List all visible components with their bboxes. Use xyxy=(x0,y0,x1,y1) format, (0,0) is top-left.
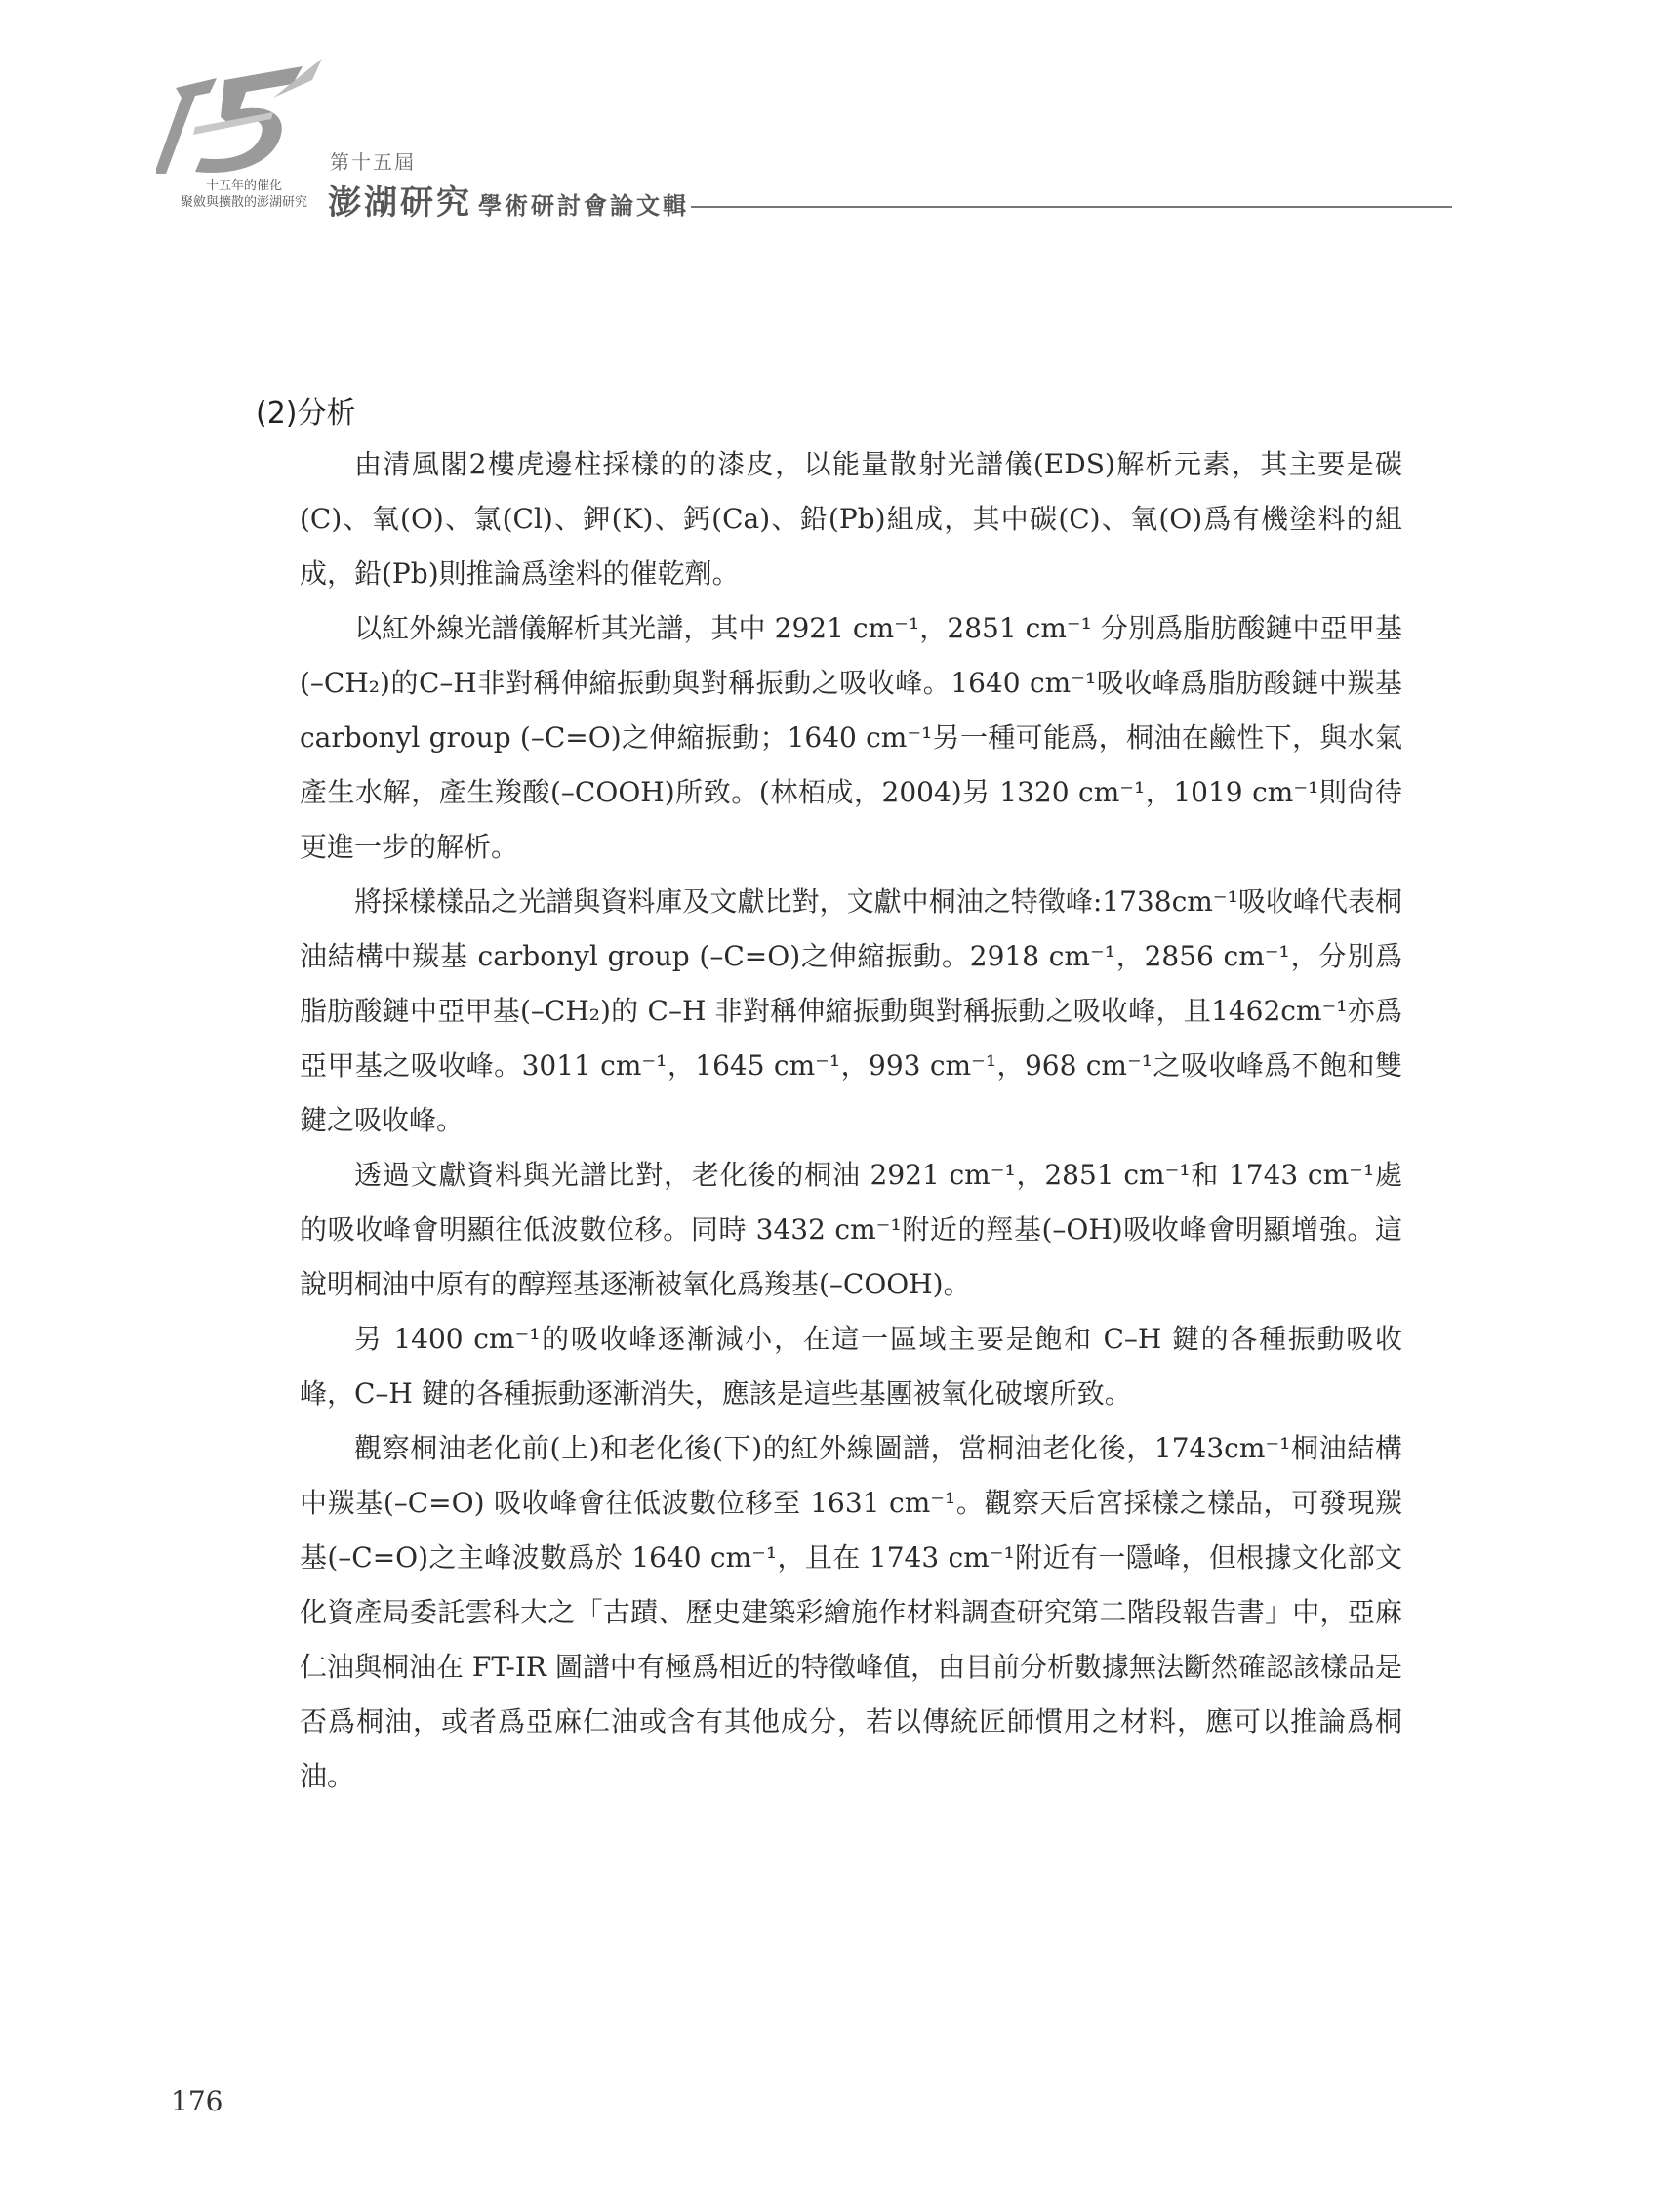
paragraph: 另 1400 cm⁻¹的吸收峰逐漸減小，在這一區域主要是飽和 C–H 鍵的各種振動吸收峰，C–H 鍵的各種振動逐漸消失，應該是這些基團被氧化破壞所致。 xyxy=(300,1323,1402,1410)
logo-caption-line1: 十五年的催化 xyxy=(205,179,282,193)
page-number: 176 xyxy=(171,2085,223,2117)
body-text xyxy=(300,437,1402,1804)
paragraph: 以紅外線光譜儀解析其光譜，其中 2921 cm⁻¹，2851 cm⁻¹ 分別爲脂肪酸鏈中亞甲基(–CH₂)的C–H非對稱伸縮振動與對稱振動之吸收峰。1640 cm⁻¹吸收峰爲脂肪酸鏈中羰基 carbonyl group (–C=O)之伸縮振動；1640 cm⁻¹另一種可能爲，桐油在鹼性下，與水氣產生水解，產生羧酸(–COOH)所致。(林栢成，2004)另 1320 cm⁻¹，1019 cm⁻¹則尙待更進一步的解析。 xyxy=(300,612,1402,863)
series-title xyxy=(328,176,689,224)
anniversary-15-logo-icon xyxy=(156,59,322,185)
paragraph: 將採樣樣品之光譜與資料庫及文獻比對，文獻中桐油之特徵峰:1738cm⁻¹吸收峰代表桐油結構中羰基 carbonyl group (–C=O)之伸縮振動。2918 cm⁻¹，2856 cm⁻¹，分別爲脂肪酸鏈中亞甲基(–CH₂)的 C–H 非對稱伸縮振動與對稱振動之吸收峰，且1462cm⁻¹亦爲亞甲基之吸收峰。3011 cm⁻¹，1645 cm⁻¹，993 cm⁻¹，968 cm⁻¹之吸收峰爲不飽和雙鍵之吸收峰。 xyxy=(300,885,1402,1136)
logo-caption xyxy=(161,178,327,211)
series-title-main: 澎湖研究 xyxy=(328,184,472,223)
paragraph: 觀察桐油老化前(上)和老化後(下)的紅外線圖譜，當桐油老化後，1743cm⁻¹桐油結構中羰基(–C=O) 吸收峰會往低波數位移至 1631 cm⁻¹。觀察天后宮採樣之樣品，可發現羰基(–C=O)之主峰波數爲於 1640 cm⁻¹，且在 1743 cm⁻¹附近有一隱峰，但根據文化部文化資產局委託雲科大之「古蹟、歷史建築彩繪施作材料調查研究第二階段報告書」中，亞麻仁油與桐油在 FT-IR 圖譜中有極爲相近的特徵峰值，由目前分析數據無法斷然確認該樣品是否爲桐油，或者爲亞麻仁油或含有其他成分，若以傳統匠師慣用之材料，應可以推論爲桐油。 xyxy=(300,1432,1402,1792)
section-heading: (2)分析 xyxy=(256,396,356,430)
paragraph: 透過文獻資料與光譜比對，老化後的桐油 2921 cm⁻¹，2851 cm⁻¹和 1743 cm⁻¹處的吸收峰會明顯往低波數位移。同時 3432 cm⁻¹附近的羥基(–OH)吸收峰會明顯增強。這說明桐油中原有的醇羥基逐漸被氧化爲羧基(–COOH)。 xyxy=(300,1159,1402,1300)
paragraph: 由清風閣2樓虎邊柱採樣的的漆皮，以能量散射光譜儀(EDS)解析元素，其主要是碳(C)、氧(O)、氯(Cl)、鉀(K)、鈣(Ca)、鉛(Pb)組成，其中碳(C)、氧(O)爲有機塗料的組成，鉛(Pb)則推論爲塗料的催乾劑。 xyxy=(300,448,1402,590)
page-header xyxy=(0,0,1659,254)
header-divider xyxy=(691,206,1452,208)
edition-label: 第十五屆 xyxy=(330,150,416,174)
logo-caption-line2: 聚斂與擴散的澎湖研究 xyxy=(180,195,307,210)
series-title-sub: 學術研討會論文輯 xyxy=(478,192,689,220)
